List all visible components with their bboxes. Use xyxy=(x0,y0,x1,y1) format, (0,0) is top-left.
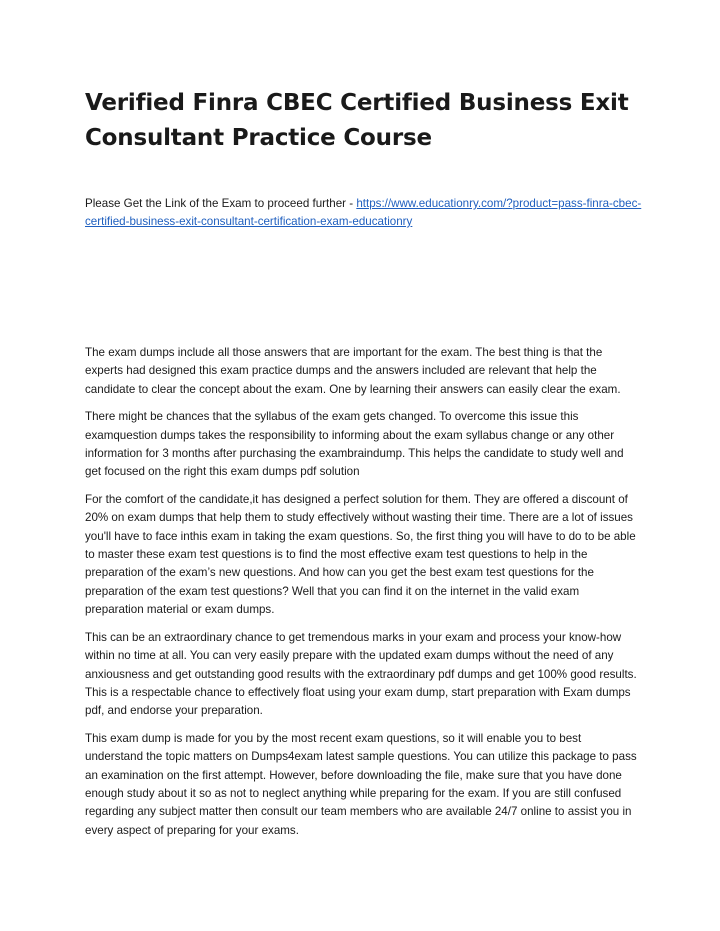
body-text xyxy=(85,344,640,849)
paragraph: This can be an extraordinary chance to get tremendous marks in your exam and process your know-how within no time at all. You can very easily prepare with the updated exam dumps without the need of any anxiousness and get outstanding good results with the extraordinary pdf dumps and get 100% good results. This is a respectable chance to effectively float using your exam dump, start preparation with Exam dumps pdf, and endorse your preparation. xyxy=(85,630,637,718)
intro-text xyxy=(85,195,645,231)
paragraph: This exam dump is made for you by the most recent exam questions, so it will enable you to best understand the topic matters on Dumps4exam latest sample questions. You can utilize this package to pass an examination on the first attempt. However, before downloading the file, make sure that you have done enough study about it so as not to neglect anything while preparing for the exam. If you are still confused regarding any subject matter then consult our team members who are available 24/7 online to assist you in every aspect of preparing for your exams. xyxy=(85,731,637,837)
paragraph: For the comfort of the candidate,it has designed a perfect solution for them. They are offered a discount of 20% on exam dumps that help them to study effectively without wasting their time. There are a lot of issues you'll have to face inthis exam in taking the exam questions. So, the first thing you will have to do to be able to master these exam test questions is to find the most effective exam test questions to help in the preparation of the exam’s new questions. And how can you get the best exam test questions for the preparation of the exam test questions? Well that you can find it on the internet in the valid exam preparation material or exam dumps. xyxy=(85,492,636,617)
paragraph: The exam dumps include all those answers that are important for the exam. The best thing is that the experts had designed this exam practice dumps and the answers included are relevant that help the candidate to clear the concept about the exam. One by learning their answers can easily clear the exam. xyxy=(85,346,621,396)
paragraph: There might be chances that the syllabus of the exam gets changed. To overcome this issue this examquestion dumps takes the responsibility to informing about the exam syllabus change or any other information for 3 months after purchasing the exambraindump. This helps the candidate to study well and get focused on the right this exam dumps pdf solution xyxy=(85,410,624,479)
exam-link[interactable]: https://www.educationry.com/?product=pass-finra-cbec-certified-business-exit-consultant-certification-exam-educationry xyxy=(85,197,642,228)
page-title: Verified Finra CBEC Certified Business Exit Consultant Practice Course xyxy=(85,90,629,151)
intro-prefix: Please Get the Link of the Exam to proceed further - xyxy=(85,197,357,210)
